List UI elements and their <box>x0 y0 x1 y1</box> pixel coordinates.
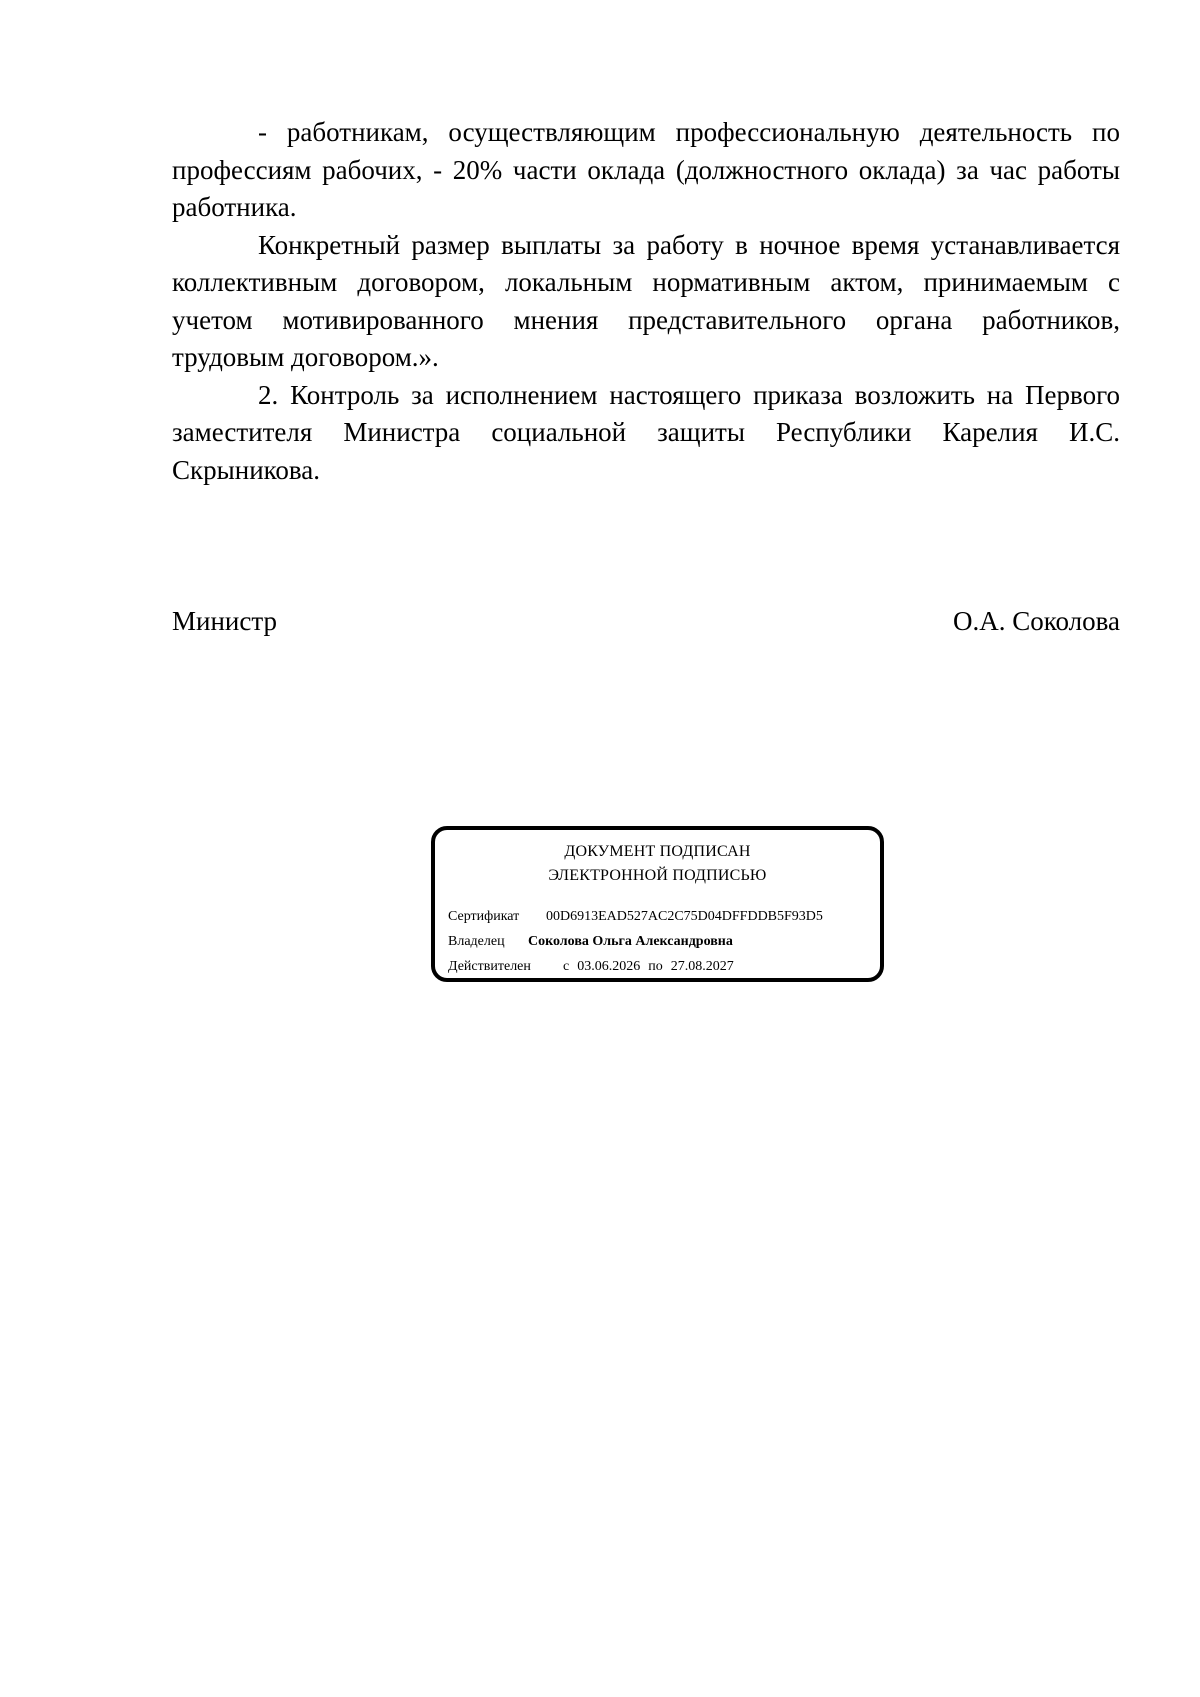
stamp-validity-row <box>448 957 734 977</box>
stamp-owner-row <box>448 932 733 952</box>
paragraph-control-clause: 2. Контроль за исполнением настоящего приказа возложить на Первого заместителя Министра социальной защиты Республики Карелия И.С. Скрыникова. <box>172 379 1120 485</box>
valid-to-prefix: по <box>648 959 663 974</box>
owner-label: Владелец <box>448 934 505 949</box>
electronic-signature-stamp <box>431 826 884 982</box>
valid-from-date: 03.06.2026 <box>577 959 641 974</box>
stamp-header-line-2: ЭЛЕКТРОННОЙ ПОДПИСЬЮ <box>548 867 767 884</box>
paragraph-night-pay-amount: Конкретный размер выплаты за работу в ночное время устанавливается коллективным договором, локальным нормативным актом, принимаемым с учетом мотивированного мнения представительного органа работников, трудовым договором.». <box>172 229 1120 372</box>
validity-label: Действителен <box>448 959 531 974</box>
signature-block <box>172 603 1120 640</box>
signatory-name: О.А. Соколова <box>953 606 1120 636</box>
certificate-label: Сертификат <box>448 909 520 924</box>
paragraph-night-pay-workers: - работникам, осуществляющим профессиональную деятельность по профессиям рабочих, - 20% части оклада (должностного оклада) за час работы работника. <box>172 117 1120 222</box>
order-body-text <box>172 114 1120 489</box>
certificate-value: 00D6913EAD527AC2C75D04DFFDDB5F93D5 <box>546 909 823 924</box>
stamp-header-line-1: ДОКУМЕНТ ПОДПИСАН <box>564 843 751 860</box>
stamp-header <box>435 840 880 888</box>
stamp-certificate-row <box>448 907 823 927</box>
owner-value: Соколова Ольга Александровна <box>528 934 733 949</box>
valid-to-date: 27.08.2027 <box>670 959 734 974</box>
signatory-position: Министр <box>172 606 277 636</box>
valid-from-prefix: с <box>563 959 570 974</box>
